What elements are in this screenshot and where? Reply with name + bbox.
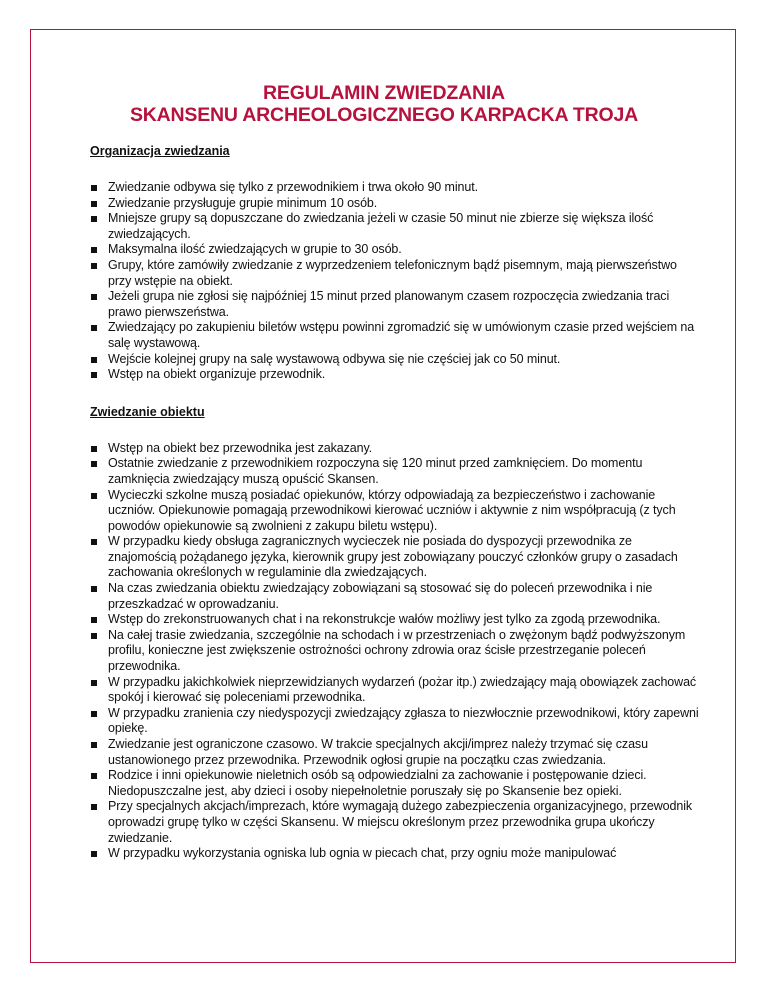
list-item: [90, 289, 700, 320]
list-item-text: Wstęp na obiekt organizuje przewodnik.: [108, 367, 326, 382]
list-item: [90, 706, 700, 737]
square-bullet-icon: [91, 294, 97, 300]
list-item: [90, 846, 700, 862]
list-item: [90, 258, 700, 289]
section-heading: Zwiedzanie obiektu: [90, 404, 205, 419]
square-bullet-icon: [91, 201, 97, 207]
list-item-text: Na całej trasie zwiedzania, szczególnie na schodach i w przestrzeniach o zwężonym bądź podwyższonym profilu, konieczne jest zwiększenie ostrożności ochrony zdrowia oraz ścisłe przestrzeganie poleceń przewodnika.: [108, 627, 686, 674]
list-item: [90, 367, 700, 383]
square-bullet-icon: [91, 851, 97, 857]
square-bullet-icon: [91, 633, 97, 639]
regulations-content: [90, 144, 700, 862]
square-bullet-icon: [91, 617, 97, 623]
list-item-text: W przypadku wykorzystania ogniska lub ognia w piecach chat, przy ogniu może manipulować: [108, 846, 617, 861]
square-bullet-icon: [91, 325, 97, 331]
list-item-text: Wstęp do zrekonstruowanych chat i na rekonstrukcje wałów możliwy jest tylko za zgodą przewodnika.: [108, 612, 661, 627]
square-bullet-icon: [91, 680, 97, 686]
list-item-text: Mniejsze grupy są dopuszczane do zwiedzania jeżeli w czasie 50 minut nie zbierze się większa ilość zwiedzających.: [108, 211, 654, 241]
rules-list-visiting: [90, 441, 700, 862]
list-item: [90, 488, 700, 535]
square-bullet-icon: [91, 446, 97, 452]
square-bullet-icon: [91, 773, 97, 779]
list-item: [90, 612, 700, 628]
square-bullet-icon: [91, 539, 97, 545]
square-bullet-icon: [91, 711, 97, 717]
rules-list-organization: [90, 180, 700, 383]
square-bullet-icon: [91, 804, 97, 810]
list-item: [90, 799, 700, 846]
section-heading: Organizacja zwiedzania: [90, 144, 230, 158]
list-item-text: W przypadku jakichkolwiek nieprzewidzianych wydarzeń (pożar itp.) zwiedzający mają obowiązek zachować spokój i kierować się poleceniami przewodnika.: [108, 674, 697, 705]
list-item: [90, 320, 700, 351]
list-item-text: W przypadku kiedy obsługa zagranicznych wycieczek nie posiada do dyspozycji przewodnika ze znajomością pożądanego języka, kierownik grupy jest zobowiązany pouczyć członków grupy o zasadach zachowania określonych w regulaminie dla zwiedzających.: [108, 534, 678, 580]
section-organization: [90, 144, 700, 383]
square-bullet-icon: [91, 372, 97, 378]
section-visiting: [90, 405, 700, 862]
list-item-text: Wycieczki szkolne muszą posiadać opiekunów, którzy odpowiadają za bezpieczeństwo i zachowanie uczniów. Opiekunowie pomagają przewodnikowi kierować uczniów i aktywnie z nim współpracują (z tych powodów opiekunowie są zwolnieni z zakupu biletu wstępu).: [108, 487, 676, 533]
list-item: [90, 196, 700, 212]
list-item-text: Zwiedzanie odbywa się tylko z przewodnikiem i trwa około 90 minut.: [108, 180, 478, 194]
list-item: [90, 211, 700, 242]
list-item: [90, 534, 700, 581]
list-item: [90, 456, 700, 487]
list-item-text: W przypadku zranienia czy niedyspozycji zwiedzający zgłasza to niezwłocznie przewodnikowi, który zapewni opiekę.: [108, 705, 699, 736]
square-bullet-icon: [91, 216, 97, 222]
list-item-text: Ostatnie zwiedzanie z przewodnikiem rozpoczyna się 120 minut przed zamknięciem. Do momentu zamknięcia zwiedzający muszą opuścić Skansen.: [108, 456, 643, 486]
list-item-text: Przy specjalnych akcjach/imprezach, które wymagają dużego zabezpieczenia organizacyjnego, przewodnik oprowadzi grupę tylko w części Skansenu. W miejscu określonym przez przewodnika grupa ukończy zwiedzanie.: [108, 799, 693, 845]
square-bullet-icon: [91, 357, 97, 363]
list-item: [90, 768, 700, 799]
list-item: [90, 628, 700, 675]
document-title: [0, 82, 768, 126]
list-item: [90, 180, 700, 196]
list-item-text: Maksymalna ilość zwiedzających w grupie to 30 osób.: [108, 242, 402, 257]
square-bullet-icon: [91, 263, 97, 269]
list-item: [90, 675, 700, 706]
square-bullet-icon: [91, 742, 97, 748]
list-item: [90, 242, 700, 258]
title-line-2: SKANSENU ARCHEOLOGICZNEGO KARPACKA TROJA: [129, 104, 639, 126]
list-item: [90, 581, 700, 612]
list-item: [90, 737, 700, 768]
list-item-text: Zwiedzanie jest ograniczone czasowo. W trakcie specjalnych akcji/imprez należy trzymać się czasu ustanowionego przez przewodnika. Przewodnik ogłosi grupie na początku czas zwiedzania.: [108, 737, 648, 767]
list-item: [90, 352, 700, 368]
list-item: [90, 441, 700, 457]
list-item-text: Jeżeli grupa nie zgłosi się najpóźniej 15 minut przed planowanym czasem rozpoczęcia zwiedzania traci prawo pierwszeństwa.: [108, 289, 670, 319]
list-item-text: Rodzice i inni opiekunowie nieletnich osób są odpowiedzialni za zachowanie i postępowanie dzieci. Niedopuszczalne jest, aby dzieci i osoby niepełnoletnie poruszały się po Skansenie bez opieki.: [108, 768, 647, 798]
list-item-text: Zwiedzający po zakupieniu biletów wstępu powinni zgromadzić się w umówionym czasie przed wejściem na salę wystawową.: [108, 320, 695, 350]
list-item-text: Wejście kolejnej grupy na salę wystawową odbywa się nie częściej jak co 50 minut.: [108, 351, 561, 366]
square-bullet-icon: [91, 586, 97, 592]
square-bullet-icon: [91, 247, 97, 253]
square-bullet-icon: [91, 185, 97, 191]
title-line-1: REGULAMIN ZWIEDZANIA: [263, 82, 505, 104]
list-item-text: Na czas zwiedzania obiektu zwiedzający zobowiązani są stosować się do poleceń przewodnika i nie przeszkadzać w oprowadzaniu.: [108, 581, 653, 611]
square-bullet-icon: [91, 493, 97, 499]
square-bullet-icon: [91, 461, 97, 467]
list-item-text: Zwiedzanie przysługuje grupie minimum 10 osób.: [108, 195, 378, 210]
list-item-text: Grupy, które zamówiły zwiedzanie z wyprzedzeniem telefonicznym bądź pisemnym, mają pierwszeństwo przy wstępie na obiekt.: [108, 257, 677, 288]
list-item-text: Wstęp na obiekt bez przewodnika jest zakazany.: [108, 440, 373, 455]
